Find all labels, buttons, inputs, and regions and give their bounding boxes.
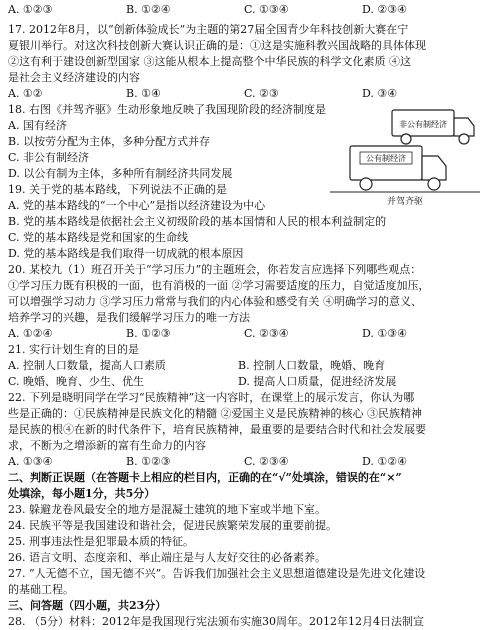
q20-stem-2: ①学习压力既有积极的一面，也有消极的一面 ②学习需要适度的压力，自觉适度加压， — [8, 279, 430, 292]
q20-option-b: B. ①②③ — [126, 327, 171, 340]
section2-title-2: 处填涂，每小题1分，共5分） — [8, 487, 156, 500]
judge-item-25: 25. 刑事违法性是犯罪最本质的特征。 — [8, 535, 194, 548]
q20-option-c: C. ②③④ — [244, 327, 289, 340]
q21-options-row1 — [8, 358, 483, 374]
q21-option-c: C. 晚婚、晚育、少生、优生 — [8, 375, 145, 388]
q19-stem: 19. 关于党的基本路线，下列说法不正确的是 — [8, 183, 227, 196]
q20-stem-1: 20. 某校九（1）班召开关于“学习压力”的主题班会，你若发言应选择下列哪些观点： — [8, 263, 422, 276]
q22-stem-1: 22. 下列是晓明同学在学习“民族精神”这一内容时，在课堂上的展示发言，你认为哪 — [8, 391, 415, 404]
truck-private — [392, 110, 474, 144]
q17-option-d: D. ③④ — [362, 87, 398, 100]
q20-option-a: A. ①②④ — [8, 327, 53, 340]
q22-stem-2: 些是正确的：①民族精神是民族文化的精髓 ②爱国主义是民族精神的核心 ③民族精神 — [8, 407, 422, 420]
q22-option-a: A. ①③④ — [8, 455, 53, 468]
q17-option-b: B. ①④ — [126, 87, 161, 100]
q21-option-d: D. 提高人口质量，促进经济发展 — [238, 375, 397, 388]
q21-options-row2 — [8, 374, 483, 390]
judge-item-27-1: 27. “人无德不立，国无德不兴”。告诉我们加强社会主义思想道德建设是先进文化建设 — [8, 567, 426, 580]
judge-item-23: 23. 躲避龙卷风最安全的地方是混凝土建筑的地下室或半地下室。 — [8, 503, 326, 516]
truck2-label: 公有制经济 — [366, 154, 406, 163]
truck-public — [350, 146, 446, 190]
q18-option-d: D. 以公有制为主体，多种所有制经济共同发展 — [8, 167, 233, 180]
q18-stem: 18. 右图《并驾齐驱》生动形象地反映了我国现阶段的经济制度是 — [8, 103, 326, 116]
q20-stem-4: 培养学习的兴趣，是我们缓解学习压力的唯一方法 — [8, 311, 250, 324]
q17-stem-1: 17. 2012年8月，以“创新体验成长”为主题的第27届全国青少年科技创新大赛在宁 — [8, 23, 409, 36]
q19-option-d: D. 党的基本路线是我们取得一切成就的根本原因 — [8, 247, 244, 260]
q18-option-a: A. 国有经济 — [8, 119, 67, 132]
q21-option-a: A. 控制人口数量，提高人口素质 — [8, 359, 166, 372]
judge-item-24: 24. 民族平等是我国建设和谐社会，促进民族繁荣发展的重要前提。 — [8, 519, 337, 532]
judge-item-27-2: 的基础工程。 — [8, 583, 74, 596]
q17-stem-4: 是社会主义经济建设的内容 — [8, 71, 140, 84]
q20-options — [8, 326, 483, 342]
q22-option-c: C. ②③④ — [244, 455, 289, 468]
q22-option-b: B. ①②③ — [126, 455, 171, 468]
q16-option-c: C. ①③④ — [244, 3, 289, 16]
section3-title: 三、问答题（四小题，共23分） — [8, 599, 167, 612]
q21-stem: 21. 实行计划生育的目的是 — [8, 343, 139, 356]
q17-stem-3: ②这有利于建设创新型国家 ③这能从根本上提高整个中华民族的科学文化素质 ④这 — [8, 55, 411, 68]
q28-line-1: 28. （5分）材料：2012年是我国现行宪法颁布实施30周年。2012年12月4日法制宣 — [8, 615, 424, 628]
q17-option-c: C. ②③ — [244, 87, 279, 100]
truck1-label: 非公有制经济 — [399, 120, 447, 129]
q16-option-d: D. ②③④ — [362, 3, 408, 16]
q19-option-a: A. 党的基本路线的“一个中心”是指以经济建设为中心 — [8, 199, 266, 212]
q22-stem-4: 求，不断为之增添新的富有生命力的内容 — [8, 439, 206, 452]
q16-option-b: B. ①②④ — [126, 3, 171, 16]
q16-option-a: A. ①②③ — [8, 3, 53, 16]
q19-option-c: C. 党的基本路线是党和国家的生命线 — [8, 231, 189, 244]
cartoon-bingjiaqiqu — [330, 104, 480, 212]
q18-option-b: B. 以按劳分配为主体，多种分配方式并存 — [8, 135, 211, 148]
q19-option-b: B. 党的基本路线是依据社会主义初级阶段的基本国情和人民的根本利益制定的 — [8, 215, 387, 228]
cartoon-drawing — [330, 104, 480, 196]
judge-item-26: 26. 语言文明、态度亲和、举止端庄是与人友好交往的必备素养。 — [8, 551, 326, 564]
q20-stem-3: 可以增强学习动力 ③学习压力常常与我们的内心体验和感受有关 ④明确学习的意义、 — [8, 295, 422, 308]
section2-title-1: 二、判断正误题（在答题卡上相应的栏目内，正确的在“√”处填涂，错误的在“×” — [8, 471, 402, 484]
q17-stem-2: 夏银川举行。对这次科技创新大赛认识正确的是：①这是实施科教兴国战略的具体体现 — [8, 39, 426, 52]
q16-options — [8, 2, 483, 18]
q22-stem-3: 是民族的根④在新的时代条件下，培育民族精神，最重要的是要结合时代和社会发展要 — [8, 423, 426, 436]
q20-option-d: D. ①③④ — [362, 327, 408, 340]
q22-option-d: D. ①②④ — [362, 455, 408, 468]
cartoon-caption: 并驾齐驱 — [386, 197, 423, 207]
q18-option-c: C. 非公有制经济 — [8, 151, 90, 164]
q21-option-b: B. 控制人口数量，晚婚、晚育 — [238, 359, 386, 372]
q22-options — [8, 454, 483, 470]
q17-option-a: A. ①② — [8, 87, 43, 100]
q17-options — [8, 86, 483, 102]
